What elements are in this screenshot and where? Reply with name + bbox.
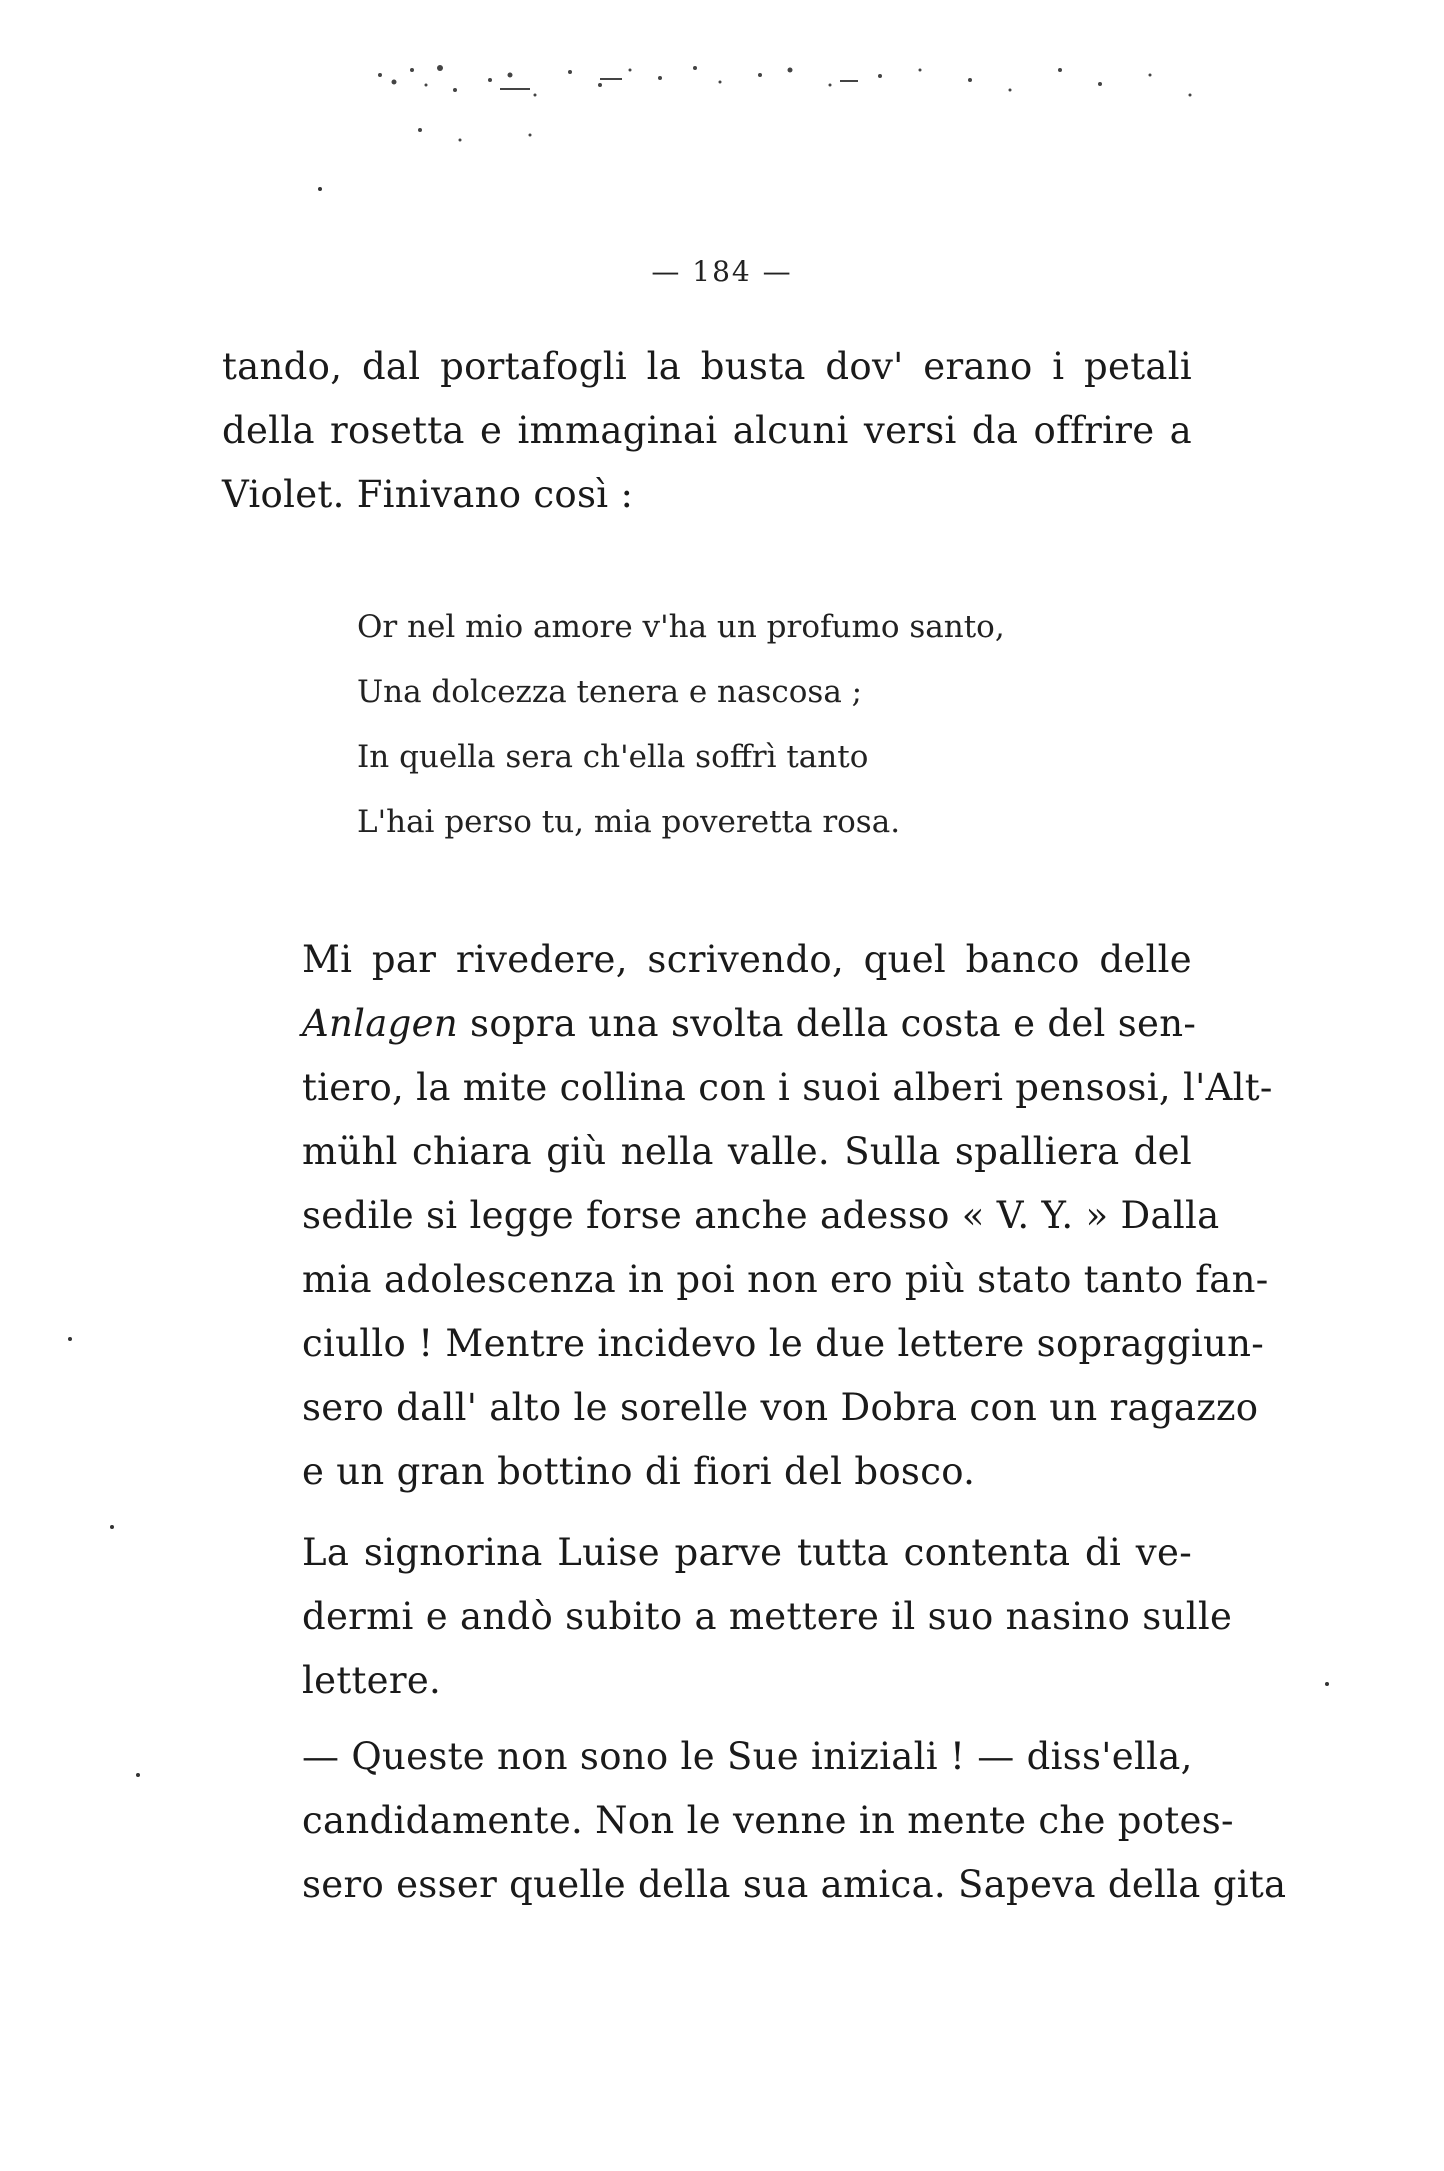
text-fragment: sopra una svolta della costa e del sen-	[457, 1002, 1197, 1045]
text-line: — Queste non sono le Sue iniziali ! — diss'ella,	[302, 1735, 1193, 1778]
verse-line: L'hai perso tu, mia poveretta rosa.	[357, 804, 901, 840]
text-line: La signorina Luise parve tutta contenta di ve-	[302, 1531, 1192, 1574]
verse-stanza	[357, 595, 1157, 855]
text-line: ciullo ! Mentre incidevo le due lettere sopraggiun-	[302, 1322, 1265, 1365]
text-line: lettere.	[302, 1659, 442, 1702]
margin-mark	[110, 1525, 114, 1529]
paragraph-luise	[222, 1521, 1233, 1713]
paragraph-anlagen	[222, 928, 1273, 1504]
text-line-with-italic	[222, 992, 1197, 1056]
margin-mark	[318, 187, 322, 191]
margin-mark	[68, 1337, 72, 1341]
verse-line: In quella sera ch'ella soffrì tanto	[357, 739, 869, 775]
text-line: mühl chiara giù nella valle. Sulla spalliera del	[302, 1130, 1192, 1173]
text-line: della rosetta e immaginai alcuni versi da offrire a	[222, 409, 1192, 452]
text-line: sero dall' alto le sorelle von Dobra con un ragazzo	[302, 1386, 1259, 1429]
margin-mark	[136, 1773, 140, 1777]
page-number: — 184 —	[651, 255, 793, 288]
scan-noise-marks	[360, 40, 1280, 150]
text-line: e un gran bottino di fiori del bosco.	[302, 1450, 976, 1493]
text-line: candidamente. Non le venne in mente che potes-	[302, 1799, 1234, 1842]
margin-mark	[1325, 1682, 1329, 1686]
italic-word: Anlagen	[302, 1002, 458, 1045]
verse-line: Or nel mio amore v'ha un profumo santo,	[357, 609, 1005, 645]
text-line: sero esser quelle della sua amica. Sapeva della gita	[302, 1863, 1287, 1906]
paragraph-dialogue	[222, 1725, 1287, 1917]
text-line: sedile si legge forse anche adesso « V. Y. » Dalla	[302, 1194, 1220, 1237]
text-line: Mi par rivedere, scrivendo, quel banco delle	[302, 938, 1192, 981]
text-line: tiero, la mite collina con i suoi alberi pensosi, l'Alt-	[302, 1066, 1273, 1109]
verse-line: Una dolcezza tenera e nascosa ;	[357, 674, 863, 710]
text-line: Violet. Finivano così :	[222, 473, 634, 516]
intro-paragraph	[222, 335, 1192, 527]
text-line: mia adolescenza in poi non ero più stato tanto fan-	[302, 1258, 1269, 1301]
text-line: dermi e andò subito a mettere il suo nasino sulle	[302, 1595, 1233, 1638]
text-line: tando, dal portafogli la busta dov' erano i petali	[222, 345, 1192, 388]
